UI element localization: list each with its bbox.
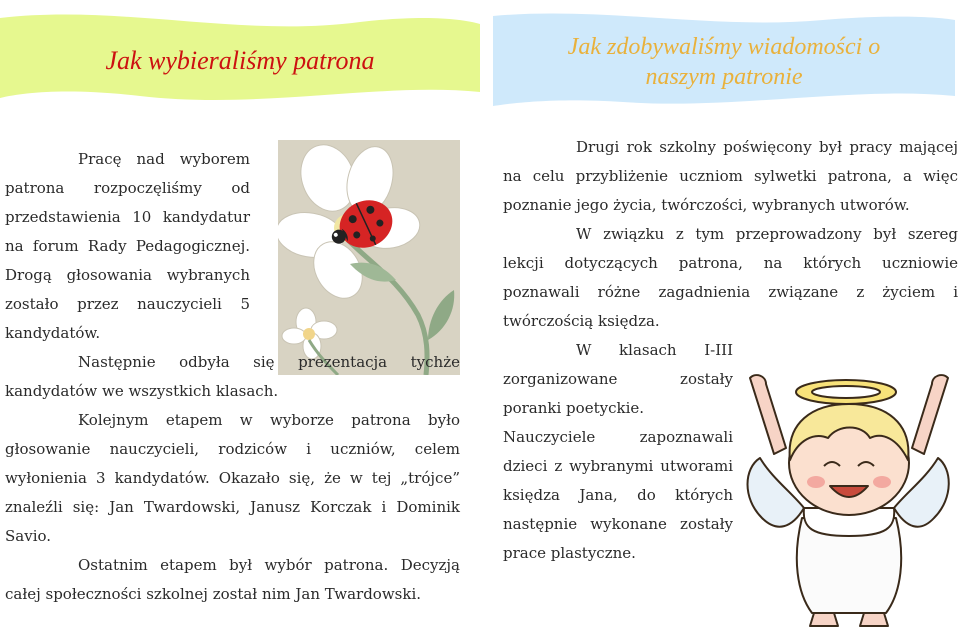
right-section-banner: [493, 10, 955, 110]
left-paragraph-4: Ostatnim etapem był wybór patrona. Decyzją całej społeczności szkolnej został nim Jan Twardowski.: [5, 556, 460, 603]
left-paragraph-1: Pracę nad wyborem patrona rozpoczęliśmy od przedstawienia 10 kandydatur na forum Rady Pedagogicznej. Drogą głosowania wybranych zostało przez nauczycieli 5 kandydatów.: [5, 150, 250, 342]
cartoon-angel-icon: [742, 368, 956, 630]
right-paragraph-2: W związku z tym przeprowadzony był szereg lekcji dotyczących patrona, na których uczniowie poznawali różne zagadnienia związane z życiem i twórczością księdza.: [503, 225, 958, 330]
right-paragraph-4: Nauczyciele zapoznawali dzieci z wybranymi utworami księdza Jana, do których następnie wykonane zostały prace plastyczne.: [503, 428, 733, 562]
right-paragraph-1: Drugi rok szkolny poświęcony był pracy mającej na celu przybliżenie uczniom sylwetki patrona, a więc poznanie jego życia, twórczości, wybranych utworów.: [503, 138, 958, 214]
right-banner-title-line1: Jak zdobywaliśmy wiadomości o: [567, 34, 881, 60]
left-paragraph-2-text: Następnie odbyła się prezentacja tychże kandydatów we wszystkich klasach.: [5, 353, 460, 400]
left-paragraph-3: Kolejnym etapem w wyborze patrona było głosowanie nauczycieli, rodziców i uczniów, celem wyłonienia 3 kandydatów. Okazało się, że w tej „trójce” znaleźli się: Jan Twardowski, Janusz Korczak i Dominik Savio.: [5, 411, 460, 545]
left-column: [5, 145, 460, 609]
left-section-banner: [0, 10, 480, 105]
right-banner-title: [493, 32, 955, 92]
right-banner-title-line2: naszym patronie: [645, 64, 803, 90]
right-paragraph-3: W klasach I-III zorganizowane zostały poranki poetyckie.: [503, 341, 733, 417]
left-banner-title: Jak wybieraliśmy patrona: [105, 46, 375, 75]
left-paragraph-2: [5, 348, 460, 406]
